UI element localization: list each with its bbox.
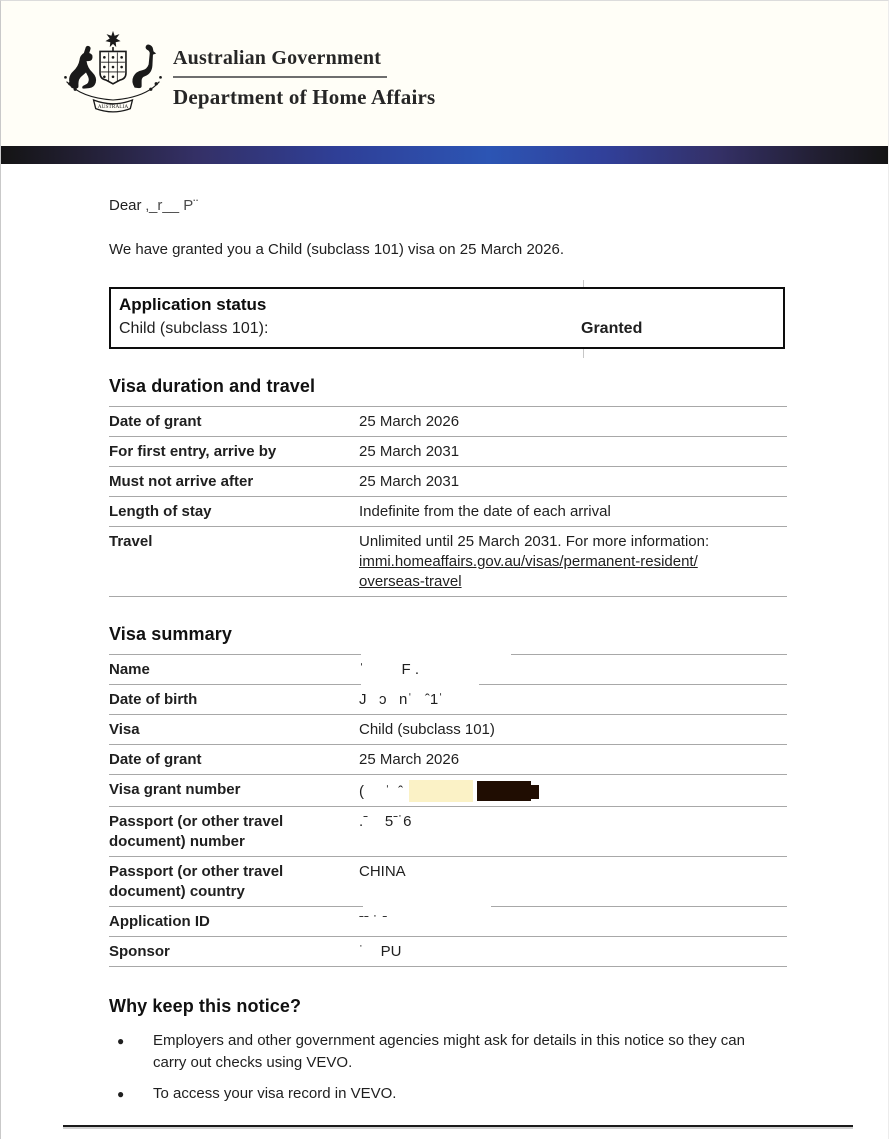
why-keep-notice-heading: Why keep this notice? <box>109 996 302 1016</box>
table-row <box>109 654 787 684</box>
row-value: Child (subclass 101) <box>359 721 495 738</box>
row-label: Sponsor <box>109 943 170 960</box>
travel-info-link-line1[interactable]: immi.homeaffairs.gov.au/visas/permanent-resident/ <box>359 553 698 570</box>
table-row <box>109 936 787 967</box>
redaction-patch <box>361 652 511 657</box>
grant-number-fragments: ( ˈ ˆ <box>359 783 404 800</box>
row-value-redacted <box>359 942 787 962</box>
row-value <box>359 532 787 592</box>
row-value-redacted: ˉˉ ˙ ˉ <box>359 913 388 930</box>
table-row <box>109 774 787 806</box>
row-label: Name <box>109 661 150 678</box>
table-row <box>109 856 787 906</box>
header-divider <box>173 76 387 78</box>
row-label: Date of birth <box>109 691 198 708</box>
salutation-line <box>109 197 785 214</box>
list-item: ● Employers and other government agencies might ask for details in this notice so they can carry out checks using VEVO. <box>109 1030 769 1074</box>
table-row <box>109 436 787 466</box>
australian-coat-of-arms-icon <box>59 27 167 119</box>
row-value: 25 March 2031 <box>359 443 460 460</box>
table-row-travel <box>109 526 787 597</box>
highlight-redaction-block <box>409 780 473 802</box>
visa-class-label: Child (subclass 101): <box>119 320 269 337</box>
row-label: Visa <box>109 721 140 738</box>
row-value: 25 March 2031 <box>359 473 460 490</box>
emu-icon <box>132 45 156 89</box>
visa-duration-table <box>109 406 787 597</box>
application-status-title: Application status <box>119 295 267 314</box>
row-label: Passport (or other travel document) number <box>109 813 284 850</box>
application-status-section <box>109 287 785 349</box>
visa-summary-table <box>109 654 787 967</box>
brand-gradient-bar <box>1 146 888 164</box>
row-label: Date of grant <box>109 413 202 430</box>
table-row <box>109 714 787 744</box>
row-value: 25 March 2026 <box>359 413 460 430</box>
list-item: ● To access your visa record in VEVO. <box>109 1083 769 1105</box>
redaction-patch <box>361 682 479 687</box>
status-badge: Granted <box>581 320 643 337</box>
table-row <box>109 406 787 436</box>
dept-title: Department of Home Affairs <box>173 85 436 109</box>
table-row <box>109 496 787 526</box>
row-label: For first entry, arrive by <box>109 443 277 460</box>
banner-text: AUSTRALIA <box>97 104 129 111</box>
letterhead <box>1 1 888 146</box>
recipient-name-redacted: ‚_r__ P¨ <box>141 197 199 214</box>
sponsor-text: PU <box>380 943 402 960</box>
gov-title: Australian Government <box>173 47 382 69</box>
row-label: Application ID <box>109 913 210 930</box>
row-label: Must not arrive after <box>109 473 254 490</box>
visa-duration-heading: Visa duration and travel <box>109 376 316 396</box>
row-label: Passport (or other travel document) country <box>109 863 284 900</box>
kangaroo-icon <box>69 46 96 89</box>
row-label: Length of stay <box>109 503 212 520</box>
why-keep-notice-list <box>109 1030 785 1105</box>
application-status-row <box>119 320 773 338</box>
row-label: Date of grant <box>109 751 202 768</box>
row-label: Visa grant number <box>109 781 241 798</box>
row-value: CHINA <box>359 863 406 880</box>
travel-info-link-line2[interactable]: overseas-travel <box>359 573 462 590</box>
grant-intro-text: We have granted you a Child (subclass 101) visa on 25 March 2026. <box>109 241 564 258</box>
letter-body <box>1 164 888 1105</box>
row-value-redacted: ˈ F . <box>359 661 419 678</box>
table-row <box>109 806 787 856</box>
row-value-redacted: J ɔ nˈ ˆ1ˈ <box>359 691 444 708</box>
star-icon <box>105 31 120 47</box>
row-label: Travel <box>109 533 153 550</box>
table-row <box>109 744 787 774</box>
salutation: Dear <box>109 197 142 214</box>
row-value-redacted: .ˉ 5ˉ˙6 <box>359 813 412 830</box>
table-row <box>109 906 787 936</box>
row-value: 25 March 2026 <box>359 751 460 768</box>
row-value: Indefinite from the date of each arrival <box>359 503 611 520</box>
dark-redaction-block <box>477 781 531 801</box>
application-status-box <box>109 287 785 349</box>
footer-rule <box>63 1125 853 1127</box>
travel-text: Unlimited until 25 March 2031. For more information: <box>359 533 710 550</box>
row-value-redacted <box>359 780 787 802</box>
sponsor-fragment: ˙ <box>359 943 381 960</box>
redaction-patch <box>363 904 491 909</box>
table-row <box>109 466 787 496</box>
visa-summary-heading: Visa summary <box>109 624 232 644</box>
table-row <box>109 684 787 714</box>
